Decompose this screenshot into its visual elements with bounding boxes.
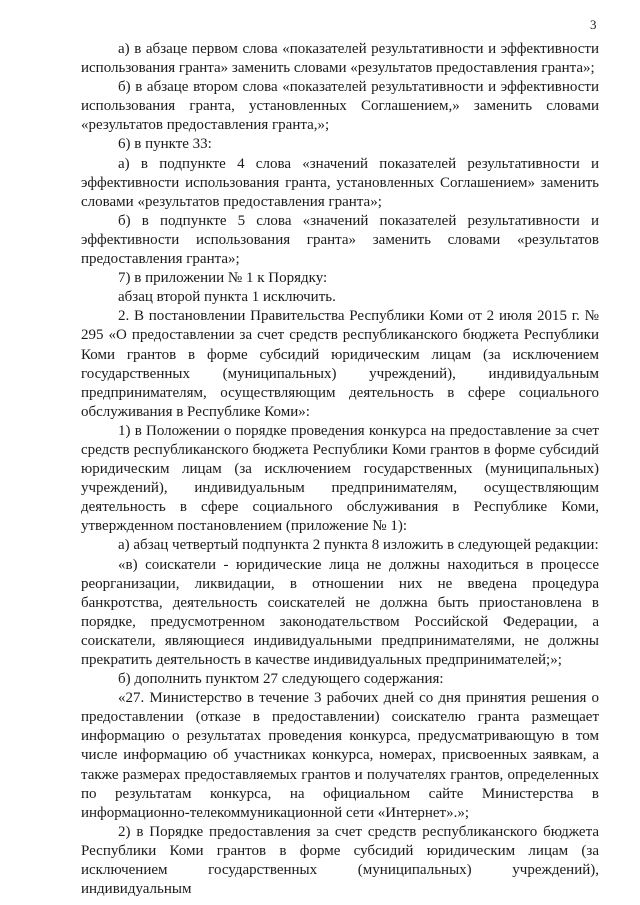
paragraph: 2. В постановлении Правительства Республики Коми от 2 июля 2015 г. № 295 «О предоставлении за счет средств республиканского бюджета Республики Коми грантов в форме субсидий юридическим лицам (за исключением государственных (муниципальных) учреждений), индивидуальным предпринимателям, осуществляющим деятельность в сфере социального обслуживания в Республике Коми»: xyxy=(81,308,599,420)
paragraph: 1) в Положении о порядке проведения конкурса на предоставление за счет средств республиканского бюджета Республики Коми грантов в форме субсидий юридическим лицам (за исключением государственных (муниципальных) учреждений), индивидуальным предпринимателям, осуществляющим деятельность в сфере социального обслуживания в Республике Коми, утвержденном постановлением (приложение № 1): xyxy=(81,422,599,535)
paragraph: 6) в пункте 33: xyxy=(118,136,212,153)
paragraph: б) в подпункте 5 слова «значений показателей результативности и эффективности использования гранта» заменить словами «результатов предоставления гранта»; xyxy=(81,212,599,268)
paragraph: 7) в приложении № 1 к Порядку: xyxy=(118,270,328,287)
paragraph: а) в подпункте 4 слова «значений показателей результативности и эффективности использования гранта, установленных Соглашением» заменить словами «результатов предоставления гранта»; xyxy=(81,155,599,210)
document-body xyxy=(81,40,599,899)
paragraph: а) абзац четвертый подпункта 2 пункта 8 изложить в следующей редакции: xyxy=(118,537,599,554)
paragraph: «в) соискатели - юридические лица не должны находиться в процессе реорганизации, ликвидации, в отношении них не введена процедура банкротства, деятельность соискателей не должна быть приостановлена в порядке, предусмотренном законодательством Российской Федерации, а соискатели, являющиеся индивидуальными предпринимателями, не должны прекратить деятельность в качестве индивидуальных предпринимателей;»; xyxy=(81,556,599,668)
paragraph: б) в абзаце втором слова «показателей результативности и эффективности использования гранта, установленных Соглашением,» заменить словами «результатов предоставления гранта,»; xyxy=(81,79,599,134)
paragraph: б) дополнить пунктом 27 следующего содержания: xyxy=(118,671,444,688)
paragraph: 2) в Порядке предоставления за счет средств республиканского бюджета Республики Коми грантов в форме субсидий юридическим лицам (за исключением государственных (муниципальных) учреждений), индивидуальным xyxy=(81,823,599,898)
paragraph: «27. Министерство в течение 3 рабочих дней со дня принятия решения о предоставлении (отказе в предоставлении) соискателю гранта размещает информацию о результатах проведения конкурса, предусматривающую в том числе информацию об участниках конкурса, номерах, присвоенных заявкам, а также размерах предоставляемых грантов и получателях грантов, определенных по результатам конкурса, на официальном сайте Министерства в информационно-телекоммуникационной сети «Интернет».»; xyxy=(81,690,599,821)
paragraph: абзац второй пункта 1 исключить. xyxy=(118,289,336,306)
page-number: 3 xyxy=(590,17,597,32)
paragraph: а) в абзаце первом слова «показателей результативности и эффективности использования гранта» заменить словами «результатов предоставления гранта»; xyxy=(81,41,599,77)
